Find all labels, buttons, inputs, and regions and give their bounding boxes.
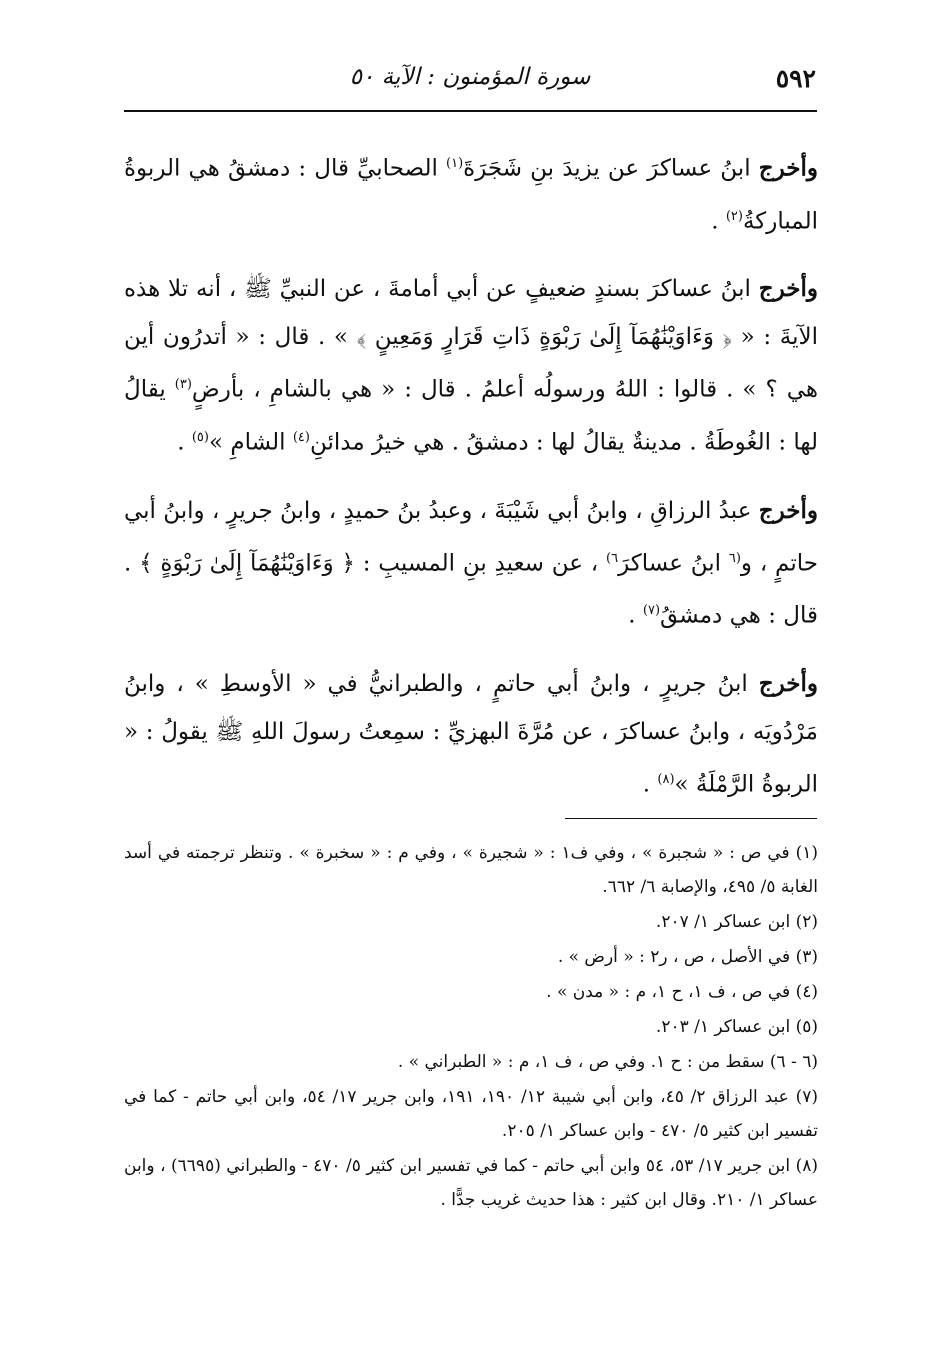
footnote: (٨) ابن جرير ١٧/ ٥٣، ٥٤ وابن أبي حاتم - كما في تفسير ابن كثير ٥/ ٤٧٠ - والطبراني (٦٦٩٥) ، وابن عساكر ١/ ٢١٠. وقال ابن كثير : هذا حديث غريب جدًّا . [124,1156,818,1210]
paragraph-text: ابنُ جريرٍ ، وابنُ أبي حاتمٍ ، والطبرانيُّ في « الأوسطِ » ، وابنُ مَرْدُويَه ، وابنُ عساكرَ ، عن مُرَّةَ البهزيِّ : سمِعتُ رسولَ اللهِ ﷺ يقولُ : « الربوةُ الرَّمْلَةُ » [124,670,818,798]
paragraph-text: . [177,429,192,456]
footnote-separator [565,818,817,819]
footnote: (٦ - ٦) سقط من : ح ١. وفي ص ، ف ١، م : « الطبراني » . [397,1052,818,1072]
paragraph-text: . [628,602,643,629]
paragraph-text: ابنُ عساكرَ عن يزيدَ بنِ شَجَرَةَ [463,155,759,182]
footnotes [124,836,818,1218]
paragraph-lead-word: وأخرج [758,669,818,697]
paragraph [124,265,818,466]
paragraph-text: . [642,771,658,798]
paragraph [124,140,818,245]
paragraph-lead-word: وأخرج [758,154,818,182]
main-text [124,140,818,829]
footnote-reference: (٤) [292,429,310,445]
footnote: (٧) عبد الرزاق ٢/ ٤٥، وابن أبي شيبة ١٢/ ١٩٠، ١٩١، وابن جرير ١٧/ ٥٤، وابن أبي حاتم - كما في تفسير ابن كثير ٥/ ٤٧٠ - وابن عساكر ١/ ٢٠٥. [124,1087,819,1141]
paragraph-text: يقالُ لها : الغُوطَةُ . مدينةٌ يقالُ لها : دمشقُ . هي خيرُ مدائنِ [124,376,818,456]
paragraph-lead-word: وأخرج [758,275,818,303]
footnote: (٣) في الأصل ، ص ، ر٢ : « أرض » . [557,947,818,967]
footnote: (٥) ابن عساكر ١/ ٢٠٣. [655,1017,818,1037]
footnote: (٢) ابن عساكر ١/ ٢٠٧. [655,912,818,932]
paragraph-text: . [711,208,726,235]
paragraph-text: الصحابيِّ قال : دمشقُ هي الربوةُ المباركةُ [124,155,818,235]
paragraph-text: ، عن سعيدِ بنِ المسيبِ : ﴿ وَءَاوَيْنَٰهُمَآ إِلَىٰ رَبْوَةٍ ﴾ . قال : هي دمشقُ [124,550,818,629]
paragraph-text: ابنُ عساكرَ بسندٍ ضعيفٍ عن أبي أمامةَ ، عن النبيِّ ﷺ ، أنه تلا هذه الآيةَ : « ﴿ وَءَاوَيْنَٰهُمَآ إِلَىٰ رَبْوَةٍ ذَاتِ قَرَارٍ وَمَعِينٍ ﴾ » . قال : « أتدرُون أين هي ؟ » . قالوا : اللهُ ورسولُه أعلمُ . قال : « هي بالشامِ ، بأرضٍ [124,276,818,403]
footnote-reference: (٢) [725,208,743,224]
running-title: سورة المؤمنون : الآية ٥٠ [349,64,591,90]
footnote-reference: (٥) [191,429,209,445]
paragraph [124,660,818,809]
paragraph-text: ابنُ عساكرَ [618,550,729,577]
footnote-reference: ٦) [606,550,619,566]
footnote-reference: (٣) [174,377,192,393]
paragraph-text: الشامِ » [208,429,293,456]
page-header [124,62,816,98]
paragraph [124,487,818,640]
paragraph-lead-word: وأخرج [758,496,818,524]
footnote-reference: (١) [446,156,464,171]
footnote-reference: (٧) [642,603,661,619]
footnote-reference: (٦ [728,550,741,566]
header-rule [124,110,817,112]
footnote: (٤) في ص ، ف ١، ح ١، م : « مدن » . [546,982,818,1002]
footnote-reference: (٨) [657,771,675,787]
footnote: (١) في ص : « شجبرة » ، وفي ف١ : « شجيرة » ، وفي م : « سخبرة » . وتنظر ترجمته في أسد الغابة ٥/ ٤٩٥، والإصابة ٦/ ٦٦٢. [124,843,819,897]
paragraph-text: عبدُ الرزاقِ ، وابنُ أبي شَيْبَةَ ، وعبدُ بنُ حميدٍ ، وابنُ جريرٍ ، وابنُ أبي حاتمٍ ، و [123,497,818,577]
page-number: ٥٩٢ [775,64,816,93]
